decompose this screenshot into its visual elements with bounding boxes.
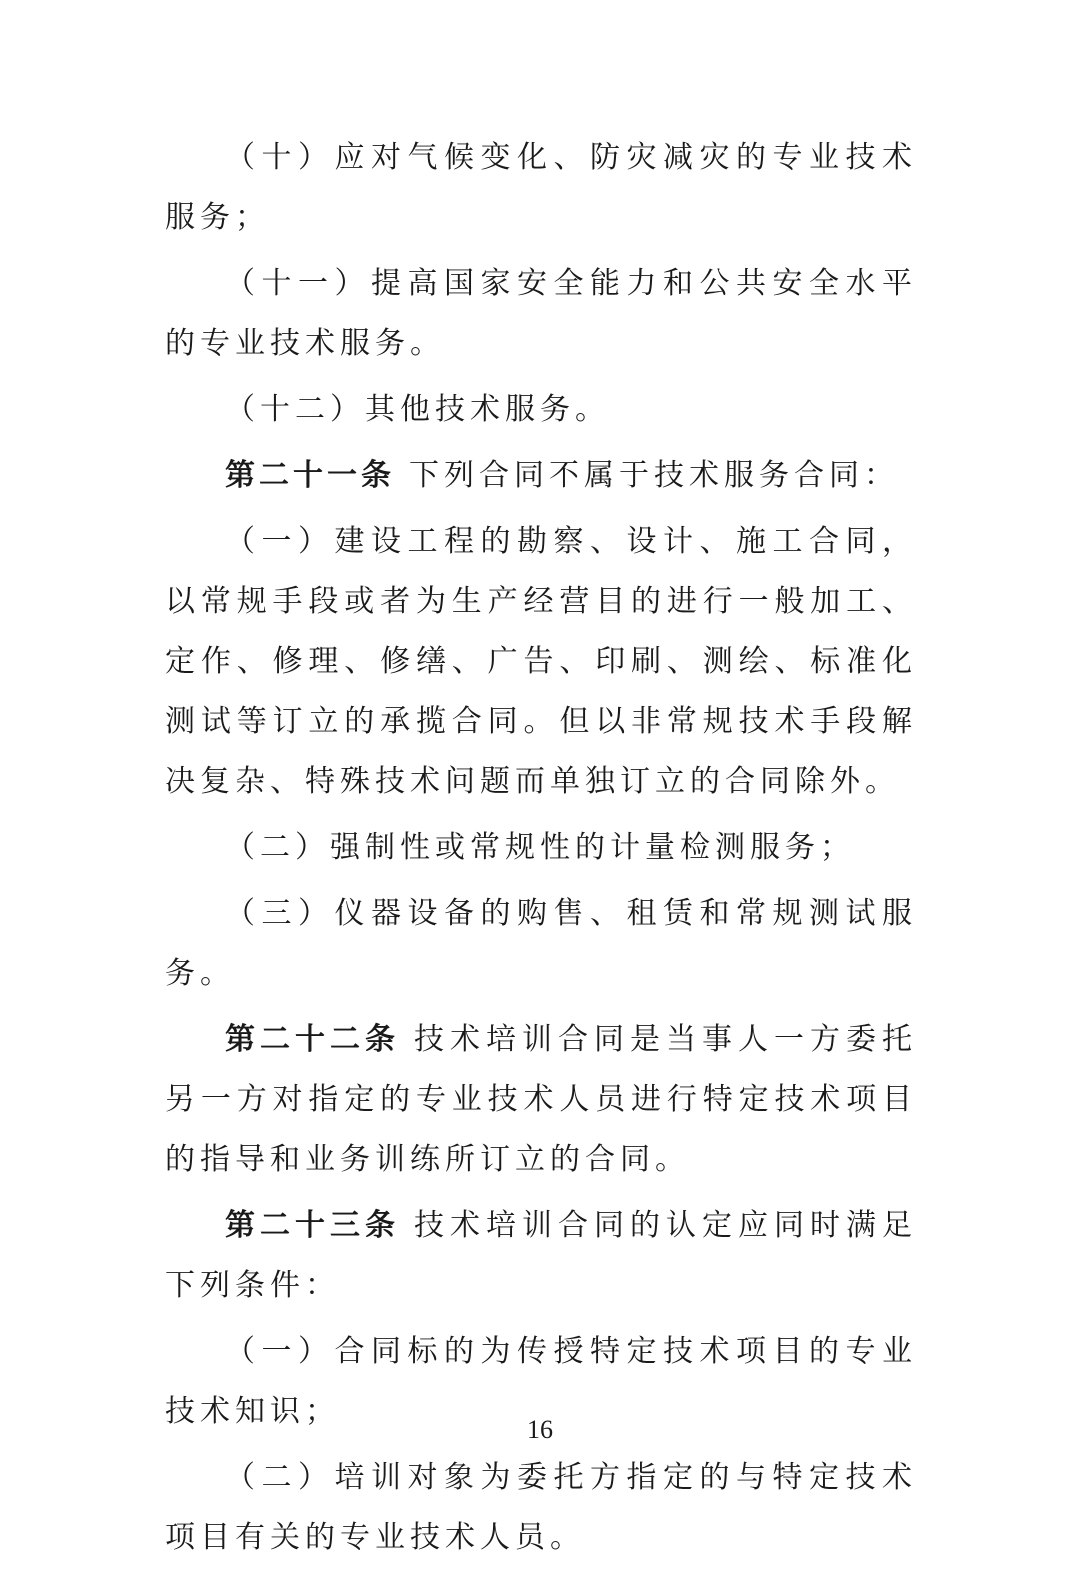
article-21-item-2 (165, 818, 917, 878)
clause-text: （二）培训对象为委托方指定的与特定技术项目有关的专业技术人员。 (165, 1460, 917, 1555)
clause-11 (165, 254, 917, 374)
clause-12 (165, 380, 917, 440)
clause-text: （一）建设工程的勘察、设计、施工合同，以常规手段或者为生产经营目的进行一般加工、定作、修理、修缮、广告、印刷、测绘、标准化测试等订立的承揽合同。但以非常规技术手段解决复杂、特殊技术问题而单独订立的合同除外。 (165, 524, 917, 799)
clause-text: （一）合同标的为传授特定技术项目的专业技术知识； (165, 1334, 917, 1429)
article-21 (165, 446, 917, 506)
article-heading: 第二十一条 (225, 458, 395, 493)
clause-text: （十一）提高国家安全能力和公共安全水平的专业技术服务。 (165, 266, 917, 361)
clause-text: （三）仪器设备的购售、租赁和常规测试服务。 (165, 896, 917, 991)
article-heading: 第二十二条 (225, 1022, 400, 1057)
article-heading: 第二十三条 (225, 1208, 400, 1243)
page-number: 16 (527, 1415, 553, 1444)
article-23 (165, 1196, 917, 1316)
article-23-item-2 (165, 1448, 917, 1568)
article-text: 技术培训合同是当事人一方委托另一方对指定的专业技术人员进行特定技术项目的指导和业务训练所订立的合同。 (165, 1022, 917, 1177)
clause-text: （十）应对气候变化、防灾减灾的专业技术服务； (165, 140, 917, 235)
clause-text: （十二）其他技术服务。 (225, 392, 610, 427)
article-22 (165, 1010, 917, 1190)
article-21-item-3 (165, 884, 917, 1004)
document-body (165, 128, 917, 1574)
article-text: 下列合同不属于技术服务合同： (409, 458, 899, 493)
clause-10 (165, 128, 917, 248)
clause-text: （二）强制性或常规性的计量检测服务； (225, 830, 855, 865)
article-text: 技术培训合同的认定应同时满足下列条件： (165, 1208, 917, 1303)
article-21-item-1 (165, 512, 917, 812)
